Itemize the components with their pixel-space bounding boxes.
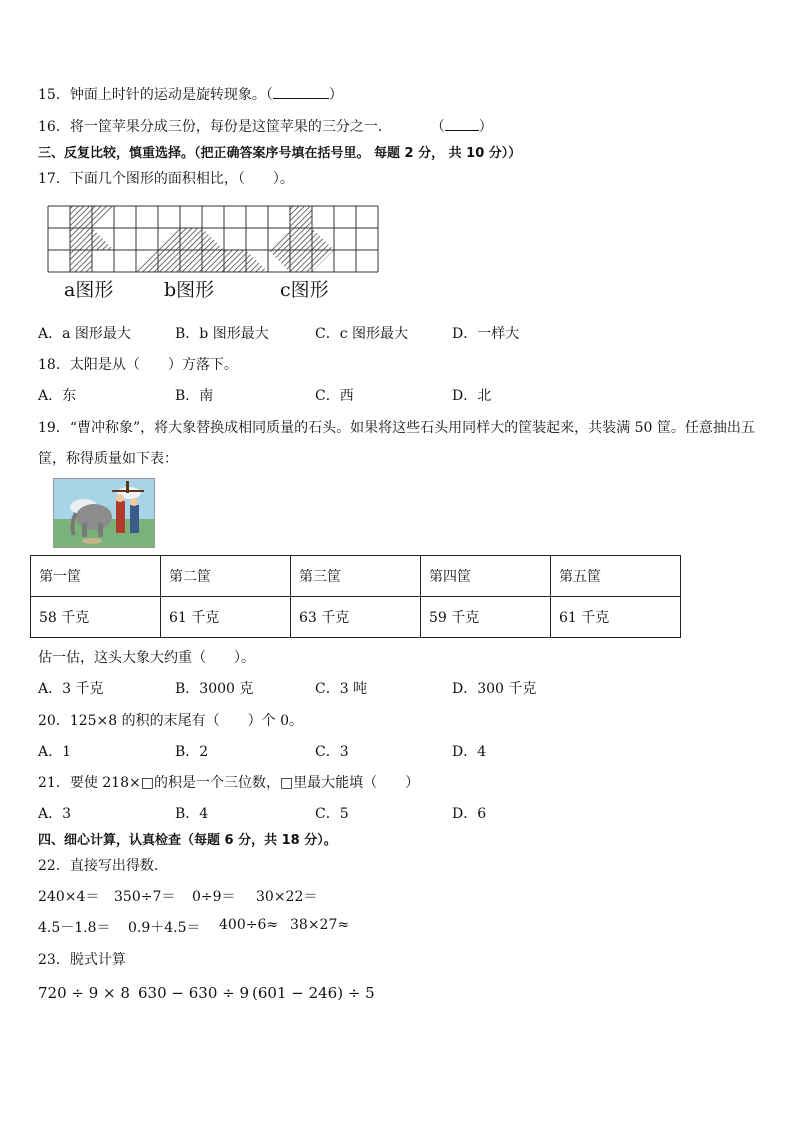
option-a[interactable]: A．3 bbox=[38, 806, 72, 822]
question-19-options bbox=[38, 678, 738, 698]
calc-item: 400÷6≈ bbox=[219, 917, 279, 933]
option-c[interactable]: C．3 吨 bbox=[315, 681, 368, 697]
option-b[interactable]: B．b 图形最大 bbox=[175, 326, 269, 342]
caption-c: c图形 bbox=[280, 279, 329, 301]
option-d[interactable]: D．300 千克 bbox=[452, 681, 537, 697]
question-18-options bbox=[38, 385, 738, 405]
option-d[interactable]: D．北 bbox=[452, 388, 492, 404]
table-header-cell: 第三筐 bbox=[291, 556, 421, 597]
question-23-text: 23．脱式计算 bbox=[38, 952, 126, 968]
table-cell: 58 千克 bbox=[31, 597, 161, 638]
table-row bbox=[31, 597, 681, 638]
calc-item: 4.5－1.8＝ bbox=[38, 920, 111, 936]
section-4-heading: 四、细心计算，认真检查（每题 6 分，共 18 分）。 bbox=[38, 833, 337, 848]
calc-item: 38×27≈ bbox=[290, 917, 350, 933]
option-d[interactable]: D．6 bbox=[452, 806, 487, 822]
question-19-line-1: 19．“曹冲称象”，将大象替换成相同质量的石头。如果将这些石头用同样大的筐装起来，共装满 50 筐。任意抽出五 bbox=[38, 420, 755, 436]
option-d[interactable]: D．4 bbox=[452, 744, 487, 760]
table-header-cell: 第二筐 bbox=[161, 556, 291, 597]
calc-item: 350÷7＝ bbox=[114, 889, 176, 905]
question-21-options bbox=[38, 803, 738, 823]
table-cell: 63 千克 bbox=[291, 597, 421, 638]
cao-chong-elephant-illustration bbox=[53, 478, 155, 548]
table-cell: 61 千克 bbox=[551, 597, 681, 638]
option-d[interactable]: D．一样大 bbox=[452, 326, 520, 342]
question-16-text: 16．将一筐苹果分成三份，每份是这筐苹果的三分之一． bbox=[38, 119, 392, 135]
question-15-text: 15．钟面上时针的运动是旋转现象。（ bbox=[38, 87, 273, 103]
question-20-text: 20．125×8 的积的末尾有（ ）个 0。 bbox=[38, 713, 303, 729]
question-17-options bbox=[38, 323, 738, 343]
question-21-text: 21．要使 218×□的积是一个三位数，□里最大能填（ ） bbox=[38, 775, 420, 791]
table-header-cell: 第一筐 bbox=[31, 556, 161, 597]
answer-blank[interactable] bbox=[273, 86, 329, 99]
table-header-cell: 第五筐 bbox=[551, 556, 681, 597]
option-c[interactable]: C．5 bbox=[315, 806, 349, 822]
question-20-options bbox=[38, 741, 738, 761]
question-15 bbox=[38, 84, 343, 104]
question-17-text: 17．下面几个图形的面积相比，（ ）。 bbox=[38, 171, 294, 187]
answer-blank[interactable] bbox=[445, 118, 479, 131]
area-grid-figure bbox=[46, 204, 386, 274]
option-b[interactable]: B．3000 克 bbox=[175, 681, 254, 697]
question-16 bbox=[38, 116, 493, 136]
option-a[interactable]: A．1 bbox=[38, 744, 72, 760]
question-19-question: 估一估，这头大象大约重（ ）。 bbox=[38, 650, 255, 666]
question-18-text: 18．太阳是从（ ）方落下。 bbox=[38, 357, 238, 373]
open-paren: （ bbox=[430, 119, 445, 135]
option-c[interactable]: C．3 bbox=[315, 744, 349, 760]
table-row bbox=[31, 556, 681, 597]
basket-weight-table bbox=[30, 555, 681, 638]
option-b[interactable]: B．2 bbox=[175, 744, 209, 760]
caption-a: a图形 bbox=[64, 279, 114, 301]
table-cell: 61 千克 bbox=[161, 597, 291, 638]
option-a[interactable]: A．东 bbox=[38, 388, 77, 404]
question-22-text: 22．直接写出得数． bbox=[38, 858, 168, 874]
question-19-line-2: 筐，称得质量如下表： bbox=[38, 451, 178, 467]
option-c[interactable]: C．西 bbox=[315, 388, 354, 404]
option-b[interactable]: B．4 bbox=[175, 806, 209, 822]
calc-item: 0.9＋4.5＝ bbox=[128, 920, 201, 936]
option-c[interactable]: C．c 图形最大 bbox=[315, 326, 409, 342]
table-header-cell: 第四筐 bbox=[421, 556, 551, 597]
section-3-heading: 三、反复比较，慎重选择。（把正确答案序号填在括号里。 每题 2 分， 共 10 分）） bbox=[38, 146, 522, 161]
calc-item: 0÷9＝ bbox=[192, 889, 236, 905]
expression: 720 ÷ 9 × 8 bbox=[38, 984, 130, 1002]
option-b[interactable]: B．南 bbox=[175, 388, 214, 404]
shape-c bbox=[268, 206, 334, 272]
close-paren: ） bbox=[328, 87, 343, 103]
caption-b: b图形 bbox=[164, 279, 215, 301]
calc-item: 30×22＝ bbox=[256, 889, 318, 905]
table-cell: 59 千克 bbox=[421, 597, 551, 638]
calc-item: 240×4＝ bbox=[38, 889, 100, 905]
expression: (601 − 246) ÷ 5 bbox=[252, 984, 375, 1002]
close-paren: ） bbox=[478, 119, 493, 135]
option-a[interactable]: A．a 图形最大 bbox=[38, 326, 131, 342]
expression: 630 − 630 ÷ 9 bbox=[138, 984, 250, 1002]
option-a[interactable]: A．3 千克 bbox=[38, 681, 104, 697]
